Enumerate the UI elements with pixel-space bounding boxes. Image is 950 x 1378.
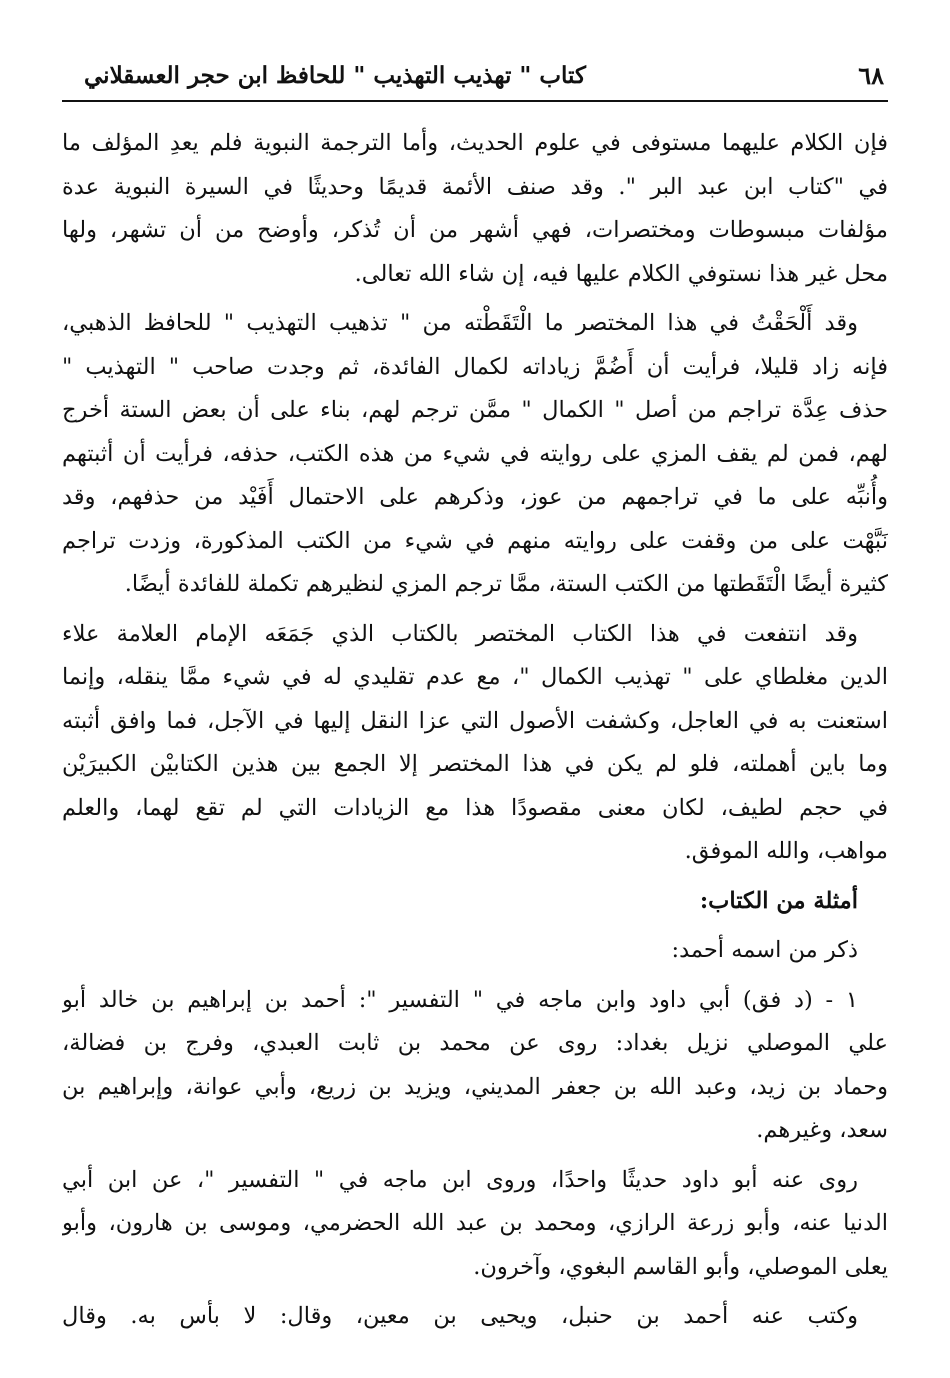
text-line: لهم، فمن لم يقف المزي على روايته في شيء من هذه الكتب، حذفه، فرأيت أن أثبتهم	[62, 440, 888, 467]
text-line: وكتب عنه أحمد بن حنبل، ويحيى بن معين، وقال: لا بأس به. وقال	[62, 1303, 858, 1329]
text-line: نَبَّهْت على من وقفت على روايته منهم في شيء من الكتب المذكورة، وزدت تراجم	[62, 527, 888, 554]
page-number: ٦٨	[858, 61, 884, 90]
text-line: وقد انتفعت في هذا الكتاب المختصر بالكتاب الذي جَمَعَه الإمام العلامة علاء	[62, 620, 858, 647]
section-heading: أمثلة من الكتاب:	[699, 887, 858, 914]
section-subheading: ذكر من اسمه أحمد:	[671, 937, 858, 963]
text-line: وقد أَلْحَقْتُ في هذا المختصر ما الْتَقَطْته من " تذهيب التهذيب " للحافظ الذهبي،	[62, 310, 858, 336]
running-title: كتاب " تهذيب التهذيب " للحافظ ابن حجر العسقلاني	[84, 62, 586, 89]
intro-paragraph	[62, 302, 888, 607]
document-page	[62, 58, 888, 1348]
text-line: روى عنه أبو داود حديثًا واحدًا، وروى ابن ماجه في " التفسير "، عن ابن أبي	[62, 1166, 858, 1193]
text-line: في حجم لطيف، لكان معنى مقصودًا هذا مع الزيادات التي لم تقع لهما، والعلم	[62, 794, 888, 821]
text-line: كثيرة أيضًا الْتَقَطتها من الكتب الستة، ممَّا ترجم المزي لنظيرهم تكملة للفائدة أيضًا.	[124, 571, 888, 597]
text-line: فإنه زاد قليلا، فرأيت أن أَضُمَّ زياداته لكمال الفائدة، ثم وجدت صاحب " التهذيب "	[62, 353, 888, 380]
text-line: محل غير هذا نستوفي الكلام عليها فيه، إن شاء الله تعالى.	[354, 260, 888, 287]
entry-paragraph	[62, 1159, 888, 1290]
entry-paragraph	[62, 979, 888, 1153]
text-line: يعلى الموصلي، وأبو القاسم البغوي، وآخرون.	[473, 1253, 888, 1280]
text-line: وأُنبِّه على ما في تراجمهم من عوز، وذكرهم على الاحتمال أَفَيْد من حذفهم، وقد	[62, 484, 888, 510]
text-line: مواهب، والله الموفق.	[684, 838, 888, 864]
text-line: مؤلفات مبسوطات ومختصرات، فهي أشهر من أن تُذكر، وأوضح من أن تشهر، ولها	[62, 217, 888, 243]
intro-paragraph	[62, 613, 888, 874]
intro-paragraph	[62, 122, 888, 296]
text-line: وحماد بن زيد، وعبد الله بن جعفر المديني، ويزيد بن زريع، وأبي عوانة، وإبراهيم بن	[62, 1073, 888, 1100]
text-line: حذف عِدَّة تراجم من أصل " الكمال " ممَّن ترجم لهم، بناء على أن بعض الستة أخرج	[62, 397, 888, 423]
text-line: وما باين أهملته، فلو لم يكن في هذا المختصر إلا الجمع بين هذين الكتابيْن الكبيرَيْن	[62, 751, 888, 777]
intro-paragraphs	[62, 122, 888, 874]
text-line: استعنت به في العاجل، وكشفت الأصول التي عزا النقل إليها في الآجل، فما وافق أثبته	[62, 707, 888, 734]
text-line: سعد، وغيرهم.	[756, 1117, 888, 1143]
text-line: فإن الكلام عليهما مستوفى في علوم الحديث، وأما الترجمة النبوية فلم يعدِ المؤلف ما	[62, 130, 888, 156]
page-body	[62, 102, 888, 1339]
text-line: علي الموصلي نزيل بغداد: روى عن محمد بن ثابت العبدي، وفرج بن فضالة،	[62, 1030, 888, 1056]
text-line: الدين مغلطاي على " تهذيب الكمال "، مع عدم تقليدي له في شيء ممَّا ينقله، وإنما	[62, 664, 888, 690]
page-header	[62, 58, 888, 102]
entry-paragraphs	[62, 979, 888, 1339]
text-line: في "كتاب ابن عبد البر ". وقد صنف الأئمة قديمًا وحديثًا في السيرة النبوية عدة	[62, 173, 888, 200]
entry-paragraph	[62, 1295, 888, 1339]
text-line: الدنيا عنه، وأبو زرعة الرازي، ومحمد بن عبد الله الحضرمي، وموسى بن هارون، وأبو	[62, 1210, 888, 1236]
text-line: ١ - (د فق) أبي داود وابن ماجه في " التفسير ": أحمد بن إبراهيم بن خالد أبو	[62, 986, 858, 1013]
